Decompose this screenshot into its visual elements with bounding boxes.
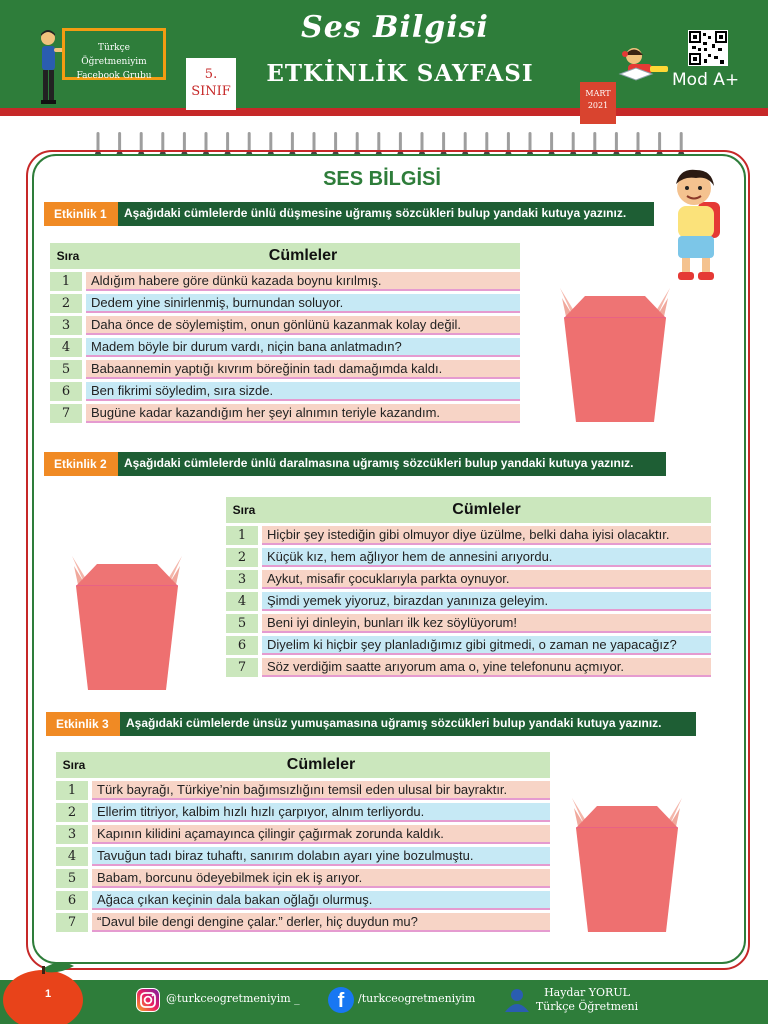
table-row <box>50 360 520 379</box>
column-header-order: Sıra <box>50 243 86 269</box>
row-sentence: Söz verdiğim saatte arıyorum ama o, yine telefonunu açmıyor. <box>262 658 711 677</box>
table-row <box>226 526 711 545</box>
grade-box <box>186 58 236 110</box>
schoolboy-illustration <box>664 166 730 284</box>
row-sentence: Bugüne kadar kazandığım her şeyi alnımın teriyle kazandım. <box>86 404 520 423</box>
activity-2-instruction: Aşağıdaki cümlelerde ünlü daralmasına uğramış sözcükleri bulup yandaki kutuya yazınız. <box>124 456 634 470</box>
table-header-row <box>56 752 550 778</box>
activity-3-bar <box>46 712 696 736</box>
table-row <box>50 338 520 357</box>
row-sentence: Ben fikrimi söyledim, sıra sizde. <box>86 382 520 401</box>
row-number: 4 <box>50 338 86 357</box>
user-icon <box>504 988 530 1012</box>
facebook-group-line-2: Facebook Grubu <box>76 71 152 81</box>
author-name: Haydar YORUL <box>544 986 630 999</box>
page-number: 1 <box>44 988 52 1000</box>
table-row <box>56 781 550 800</box>
row-sentence: Kapının kilidini açamayınca çilingir çağırmak zorunda kaldık. <box>92 825 550 844</box>
row-number: 3 <box>56 825 92 844</box>
row-number: 1 <box>226 526 262 545</box>
column-header-order: Sıra <box>56 752 92 778</box>
table-row <box>56 847 550 866</box>
author-block <box>532 986 642 1014</box>
instagram-handle[interactable]: @turkceogretmeniyim _ <box>166 992 300 1005</box>
row-number: 5 <box>56 869 92 888</box>
date-year: 2021 <box>587 101 609 110</box>
row-number: 5 <box>226 614 262 633</box>
activity-3-answer-box[interactable] <box>552 798 702 932</box>
table-row <box>50 272 520 291</box>
table-row <box>226 614 711 633</box>
row-sentence: Ellerim titriyor, kalbim hızlı hızlı çarpıyor, alnım terliyordu. <box>92 803 550 822</box>
table-row <box>50 316 520 335</box>
date-month: MART <box>585 89 611 98</box>
row-number: 2 <box>50 294 86 313</box>
activity-2-table <box>226 494 711 680</box>
row-sentence: Hiçbir şey istediğin gibi olmuyor diye üzülme, belki daha iyisi olacaktır. <box>262 526 711 545</box>
table-row <box>56 803 550 822</box>
section-heading: SES BİLGİSİ <box>323 168 441 190</box>
table-row <box>56 869 550 888</box>
row-sentence: Madem böyle bir durum vardı, niçin bana anlatmadın? <box>86 338 520 357</box>
header-stripe <box>0 108 768 116</box>
row-number: 1 <box>56 781 92 800</box>
grade-word: SINIF <box>191 84 231 99</box>
table-row <box>56 891 550 910</box>
table-row <box>50 294 520 313</box>
column-header-order: Sıra <box>226 497 262 523</box>
row-sentence: Daha önce de söylemiştim, onun gönlünü kazanmak kolay değil. <box>86 316 520 335</box>
row-sentence: Tavuğun tadı biraz tuhaftı, sanırım dolabın ayarı yine bozulmuştu. <box>92 847 550 866</box>
row-number: 2 <box>56 803 92 822</box>
table-row <box>226 636 711 655</box>
row-number: 3 <box>50 316 86 335</box>
activity-1-label: Etkinlik 1 <box>44 202 118 226</box>
column-header-sentences: Cümleler <box>86 243 520 269</box>
qr-code-icon[interactable] <box>688 30 728 66</box>
reading-child-illustration <box>616 46 672 82</box>
row-sentence: “Davul bile dengi dengine çalar.” derler, hiç duydun mu? <box>92 913 550 932</box>
page-title: ETKİNLİK SAYFASI <box>266 60 534 87</box>
facebook-handle[interactable]: /turkceogretmeniyim <box>358 992 476 1005</box>
row-number: 5 <box>50 360 86 379</box>
table-row <box>56 913 550 932</box>
row-number: 7 <box>50 404 86 423</box>
facebook-group-line-1: Türkçe Öğretmeniyim <box>81 43 147 67</box>
facebook-icon[interactable]: f <box>328 987 354 1013</box>
title-script: Ses Bilgisi <box>301 10 489 45</box>
row-number: 1 <box>50 272 86 291</box>
table-header-row <box>226 497 711 523</box>
row-number: 6 <box>56 891 92 910</box>
facebook-group-box <box>62 28 166 80</box>
column-header-sentences: Cümleler <box>92 752 550 778</box>
row-sentence: Ağaca çıkan keçinin dala bakan oğlağı olurmuş. <box>92 891 550 910</box>
row-sentence: Küçük kız, hem ağlıyor hem de annesini arıyordu. <box>262 548 711 567</box>
grade-number: 5. <box>204 67 218 82</box>
activity-2-answer-box[interactable] <box>52 556 202 690</box>
row-sentence: Şimdi yemek yiyoruz, birazdan yanınıza geleyim. <box>262 592 711 611</box>
row-sentence: Aldığım habere göre dünkü kazada boynu kırılmış. <box>86 272 520 291</box>
activity-1-instruction: Aşağıdaki cümlelerde ünlü düşmesine uğramış sözcükleri bulup yandaki kutuya yazınız. <box>124 206 627 220</box>
column-header-sentences: Cümleler <box>262 497 711 523</box>
activity-2-label: Etkinlik 2 <box>44 452 118 476</box>
row-sentence: Babaannemin yaptığı kıvrım böreğinin tadı damağımda kaldı. <box>86 360 520 379</box>
table-row <box>50 382 520 401</box>
row-number: 6 <box>50 382 86 401</box>
table-row <box>56 825 550 844</box>
table-header-row <box>50 243 520 269</box>
row-sentence: Dedem yine sinirlenmiş, burnundan soluyor. <box>86 294 520 313</box>
row-sentence: Aykut, misafir çocuklarıyla parkta oynuyor. <box>262 570 711 589</box>
mode-label: Mod A+ <box>672 70 740 90</box>
row-sentence: Babam, borcunu ödeyebilmek için ek iş arıyor. <box>92 869 550 888</box>
activity-1-table <box>50 240 520 426</box>
row-sentence: Türk bayrağı, Türkiye’nin bağımsızlığını temsil eden ulusal bir bayraktır. <box>92 781 550 800</box>
instagram-icon[interactable] <box>136 988 160 1012</box>
table-row <box>50 404 520 423</box>
activity-3-label: Etkinlik 3 <box>46 712 120 736</box>
table-row <box>226 570 711 589</box>
table-row <box>226 592 711 611</box>
row-sentence: Diyelim ki hiçbir şey planladığımız gibi gitmedi, o zaman ne yapacağız? <box>262 636 711 655</box>
activity-3-table <box>56 749 550 935</box>
row-number: 6 <box>226 636 262 655</box>
table-row <box>226 658 711 677</box>
row-number: 2 <box>226 548 262 567</box>
activity-2-bar <box>44 452 666 476</box>
activity-3-instruction: Aşağıdaki cümlelerde ünsüz yumuşamasına uğramış sözcükleri bulup yandaki kutuya yazınız. <box>126 716 662 730</box>
activity-1-bar <box>44 202 654 226</box>
row-number: 4 <box>56 847 92 866</box>
row-number: 4 <box>226 592 262 611</box>
row-number: 3 <box>226 570 262 589</box>
author-title: Türkçe Öğretmeni <box>535 1000 639 1013</box>
date-tag <box>580 82 616 124</box>
row-sentence: Beni iyi dinleyin, bunları ilk kez söylüyorum! <box>262 614 711 633</box>
table-row <box>226 548 711 567</box>
row-number: 7 <box>56 913 92 932</box>
activity-1-answer-box[interactable] <box>540 288 690 422</box>
row-number: 7 <box>226 658 262 677</box>
